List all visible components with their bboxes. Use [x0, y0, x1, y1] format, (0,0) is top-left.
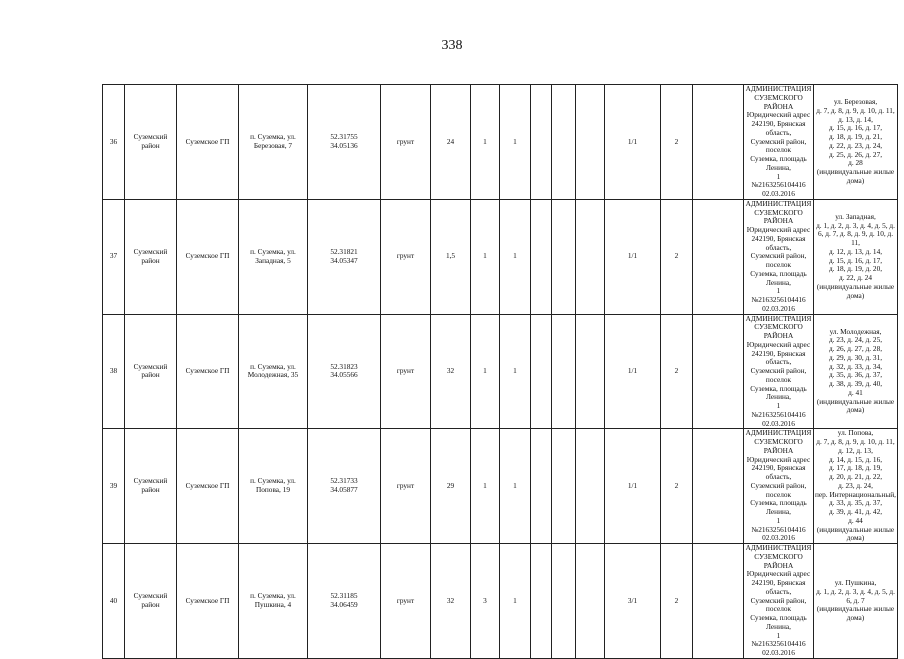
- longitude: 34.05877: [330, 485, 358, 495]
- coordinates-cell: [308, 85, 381, 200]
- empty-cell: [693, 314, 744, 429]
- admin-line: №2163256104416: [751, 639, 806, 649]
- ratio-cell: 1/1: [605, 85, 661, 200]
- house-line: (индивидуальные жилые: [816, 281, 895, 291]
- house-line: д. 7, д. 8, д. 9, д. 10, д. 11,: [816, 105, 895, 115]
- served-houses-cell: [814, 314, 898, 429]
- admin-line: №2163256104416: [751, 295, 806, 304]
- admin-line: АДМИНИСТРАЦИЯ: [745, 314, 812, 323]
- house-line: д. 15, д. 16, д. 17,: [828, 255, 883, 265]
- ratio-cell: 1/1: [605, 429, 661, 544]
- count-cell: 1: [500, 429, 531, 544]
- settlement-cell: Суземское ГП: [177, 544, 239, 659]
- surface-cell: грунт: [381, 85, 431, 200]
- house-line: д. 39, д. 41, д. 42,: [828, 507, 883, 516]
- house-line: (индивидуальные жилые: [816, 524, 895, 534]
- coordinates-cell: [308, 199, 381, 314]
- count-cell: 1: [500, 85, 531, 200]
- area-cell: 32: [431, 544, 471, 659]
- owner-admin-cell: [744, 544, 814, 659]
- empty-cell: [693, 85, 744, 200]
- surface-cell: грунт: [381, 429, 431, 544]
- district-cell: Суземский район: [125, 429, 177, 544]
- empty-cell: [576, 314, 605, 429]
- count-cell: 2: [661, 199, 693, 314]
- served-houses-cell: [814, 544, 898, 659]
- house-line: д. 29, д. 30, д. 31,: [828, 352, 883, 362]
- longitude: 34.05136: [330, 140, 358, 150]
- admin-line: Юридический адрес: [746, 454, 811, 464]
- admin-line: Суземский район, поселок: [750, 595, 807, 614]
- empty-cell: [693, 429, 744, 544]
- house-line: дома): [846, 175, 865, 185]
- admin-line: №2163256104416: [751, 409, 806, 419]
- empty-cell: [576, 544, 605, 659]
- house-line: ул. Западная,: [835, 211, 876, 221]
- admin-line: Суземка, площадь Ленина,: [750, 613, 807, 631]
- surface-cell: грунт: [381, 544, 431, 659]
- district-cell: Суземский район: [125, 314, 177, 429]
- longitude: 34.05347: [330, 255, 358, 265]
- owner-admin-cell: [744, 314, 814, 429]
- admin-line: Суземский район, поселок: [750, 136, 807, 155]
- ratio-cell: 3/1: [605, 544, 661, 659]
- served-houses-cell: [814, 85, 898, 200]
- count-cell: 1: [500, 199, 531, 314]
- admin-line: 242190, Брянская область,: [751, 578, 806, 596]
- area-cell: 29: [431, 429, 471, 544]
- admin-line: СУЗЕМСКОГО РАЙОНА: [754, 207, 803, 226]
- house-line: дома): [846, 290, 865, 300]
- empty-cell: [576, 199, 605, 314]
- house-line: д. 23, д. 24, д. 25,: [828, 335, 883, 345]
- house-line: (индивидуальные жилые: [816, 396, 895, 406]
- house-line: д. 12, д. 13,: [838, 445, 873, 455]
- admin-line: СУЗЕМСКОГО РАЙОНА: [754, 92, 803, 111]
- house-line: д. 22, д. 23, д. 24,: [828, 140, 883, 150]
- house-line: д. 38, д. 39, д. 40,: [828, 379, 883, 389]
- admin-line: 242190, Брянская область,: [751, 233, 806, 252]
- admin-line: Юридический адрес: [746, 339, 811, 349]
- house-line: д. 28: [848, 158, 863, 168]
- count-cell: 1: [500, 544, 531, 659]
- admin-line: АДМИНИСТРАЦИЯ: [745, 428, 812, 438]
- house-line: ул. Попова,: [837, 428, 874, 438]
- latitude: 52.31823: [330, 361, 358, 371]
- house-line: 6, д. 7: [846, 595, 865, 605]
- house-line: ул. Молодежная,: [829, 326, 882, 336]
- served-houses-cell: [814, 199, 898, 314]
- empty-cell: [531, 544, 552, 659]
- count-cell: 3: [471, 544, 500, 659]
- house-line: д. 25, д. 26, д. 27,: [828, 149, 883, 159]
- empty-cell: [552, 544, 576, 659]
- empty-cell: [552, 199, 576, 314]
- address-cell: п. Суземка, ул. Березовая, 7: [239, 85, 308, 200]
- house-line: д. 22, д. 24: [839, 273, 872, 283]
- table-body: [103, 85, 898, 659]
- empty-cell: [531, 314, 552, 429]
- house-line: д. 44: [848, 515, 863, 525]
- latitude: 52.31185: [330, 591, 358, 601]
- coordinates-cell: [308, 544, 381, 659]
- district-cell: Суземский район: [125, 544, 177, 659]
- house-line: д. 13, д. 14,: [838, 114, 873, 124]
- count-cell: 1: [500, 314, 531, 429]
- house-line: дома): [846, 405, 865, 415]
- owner-admin-cell: [744, 85, 814, 200]
- row-number-cell: 40: [103, 544, 125, 659]
- address-cell: п. Суземка, ул. Западная, 5: [239, 199, 308, 314]
- house-line: д. 15, д. 16, д. 17,: [828, 123, 883, 133]
- empty-cell: [531, 429, 552, 544]
- latitude: 52.31733: [330, 476, 358, 486]
- owner-admin-cell: [744, 199, 814, 314]
- admin-line: АДМИНИСТРАЦИЯ: [745, 199, 812, 208]
- address-cell: п. Суземка, ул. Молодежная, 35: [239, 314, 308, 429]
- settlement-cell: Суземское ГП: [177, 85, 239, 200]
- house-line: ул. Березовая,: [833, 97, 878, 107]
- admin-line: АДМИНИСТРАЦИЯ: [745, 543, 812, 552]
- table-row: [103, 85, 898, 200]
- empty-cell: [552, 429, 576, 544]
- ratio-cell: 1/1: [605, 314, 661, 429]
- empty-cell: [576, 429, 605, 544]
- count-cell: 2: [661, 314, 693, 429]
- house-line: д. 41: [848, 387, 863, 397]
- admin-line: Юридический адрес: [746, 110, 811, 120]
- count-cell: 2: [661, 429, 693, 544]
- admin-line: 1: [776, 171, 781, 181]
- coordinates-cell: [308, 429, 381, 544]
- house-line: д. 23, д. 24,: [838, 480, 873, 490]
- settlement-cell: Суземское ГП: [177, 199, 239, 314]
- admin-line: 02.03.2016: [762, 189, 795, 198]
- house-line: 6, д. 7, д. 8, д. 9, д. 10, д.: [817, 229, 894, 239]
- latitude: 52.31755: [330, 132, 358, 142]
- house-line: д. 7, д. 8, д. 9, д. 10, д. 11,: [816, 437, 895, 446]
- district-cell: Суземский район: [125, 199, 177, 314]
- count-cell: 1: [471, 199, 500, 314]
- area-cell: 24: [431, 85, 471, 200]
- house-line: пер. Интернациональный,: [815, 489, 897, 499]
- house-line: д. 26, д. 27, д. 28,: [828, 344, 883, 354]
- admin-line: 02.03.2016: [762, 303, 795, 313]
- count-cell: 1: [471, 429, 500, 544]
- admin-line: 02.03.2016: [762, 418, 795, 428]
- table-row: [103, 314, 898, 429]
- surface-cell: грунт: [381, 199, 431, 314]
- house-line: (индивидуальные жилые: [816, 604, 895, 614]
- admin-line: Суземский район, поселок: [750, 366, 807, 384]
- house-line: дома): [846, 613, 865, 622]
- row-number-cell: 38: [103, 314, 125, 429]
- row-number-cell: 37: [103, 199, 125, 314]
- admin-line: 242190, Брянская область,: [751, 119, 806, 137]
- empty-cell: [693, 544, 744, 659]
- house-line: д. 32, д. 33, д. 34,: [828, 361, 883, 371]
- district-cell: Суземский район: [125, 85, 177, 200]
- latitude: 52.31821: [330, 246, 358, 256]
- table-row: [103, 544, 898, 659]
- empty-cell: [531, 85, 552, 200]
- house-line: 11,: [851, 238, 860, 248]
- container-sites-table: [102, 84, 898, 659]
- longitude: 34.05566: [330, 370, 358, 380]
- admin-line: Суземка, площадь Ленина,: [750, 383, 807, 402]
- area-cell: 32: [431, 314, 471, 429]
- address-cell: п. Суземка, ул. Пушкина, 4: [239, 544, 308, 659]
- admin-line: №2163256104416: [751, 180, 806, 190]
- served-houses-cell: [814, 429, 898, 544]
- admin-line: Суземка, площадь Ленина,: [750, 154, 807, 172]
- house-line: (индивидуальные жилые: [816, 167, 895, 177]
- house-line: д. 18, д. 19, д. 21,: [828, 132, 883, 142]
- admin-line: 242190, Брянская область,: [751, 348, 806, 367]
- empty-cell: [693, 199, 744, 314]
- count-cell: 2: [661, 544, 693, 659]
- admin-line: Суземский район, поселок: [750, 480, 807, 499]
- admin-line: Юридический адрес: [746, 569, 811, 579]
- count-cell: 1: [471, 314, 500, 429]
- area-cell: 1,5: [431, 199, 471, 314]
- admin-line: Суземский район, поселок: [750, 251, 807, 269]
- count-cell: 1: [471, 85, 500, 200]
- ratio-cell: 1/1: [605, 199, 661, 314]
- row-number-cell: 36: [103, 85, 125, 200]
- admin-line: 1: [776, 515, 781, 525]
- address-cell: п. Суземка, ул. Попова, 19: [239, 429, 308, 544]
- admin-line: Юридический адрес: [746, 225, 811, 234]
- admin-line: 1: [776, 630, 781, 640]
- surface-cell: грунт: [381, 314, 431, 429]
- house-line: дома): [846, 533, 865, 543]
- admin-line: Суземка, площадь Ленина,: [750, 498, 807, 516]
- admin-line: №2163256104416: [751, 524, 806, 534]
- admin-line: 1: [776, 286, 781, 296]
- row-number-cell: 39: [103, 429, 125, 544]
- table-row: [103, 199, 898, 314]
- house-line: д. 35, д. 36, д. 37,: [828, 370, 883, 380]
- admin-line: АДМИНИСТРАЦИЯ: [745, 84, 812, 93]
- empty-cell: [576, 85, 605, 200]
- house-line: д. 1, д. 2, д. 3, д. 4, д. 5, д.: [816, 586, 895, 596]
- owner-admin-cell: [744, 429, 814, 544]
- admin-line: 02.03.2016: [762, 533, 795, 543]
- table-row: [103, 429, 898, 544]
- longitude: 34.06459: [330, 599, 358, 609]
- coordinates-cell: [308, 314, 381, 429]
- house-line: д. 14, д. 15, д. 16,: [828, 454, 883, 464]
- house-line: д. 1, д. 2, д. 3, д. 4, д. 5, д.: [816, 220, 895, 230]
- admin-line: СУЗЕМСКОГО РАЙОНА: [754, 322, 803, 340]
- house-line: ул. Пушкина,: [834, 578, 877, 587]
- house-line: д. 12, д. 13, д. 14,: [828, 246, 883, 256]
- settlement-cell: Суземское ГП: [177, 314, 239, 429]
- settlement-cell: Суземское ГП: [177, 429, 239, 544]
- admin-line: СУЗЕМСКОГО РАЙОНА: [754, 551, 803, 570]
- admin-line: 242190, Брянская область,: [751, 463, 806, 481]
- empty-cell: [552, 314, 576, 429]
- admin-line: СУЗЕМСКОГО РАЙОНА: [754, 437, 803, 455]
- empty-cell: [552, 85, 576, 200]
- house-line: д. 20, д. 21, д. 22,: [828, 472, 883, 481]
- admin-line: Суземка, площадь Ленина,: [750, 268, 807, 287]
- empty-cell: [531, 199, 552, 314]
- house-line: д. 33, д. 35, д. 37,: [828, 498, 883, 508]
- admin-line: 02.03.2016: [762, 648, 795, 657]
- count-cell: 2: [661, 85, 693, 200]
- house-line: д. 18, д. 19, д. 20,: [828, 264, 883, 274]
- house-line: д. 17, д. 18, д. 19,: [828, 463, 883, 473]
- admin-line: 1: [776, 401, 781, 410]
- page-number: 338: [441, 38, 463, 53]
